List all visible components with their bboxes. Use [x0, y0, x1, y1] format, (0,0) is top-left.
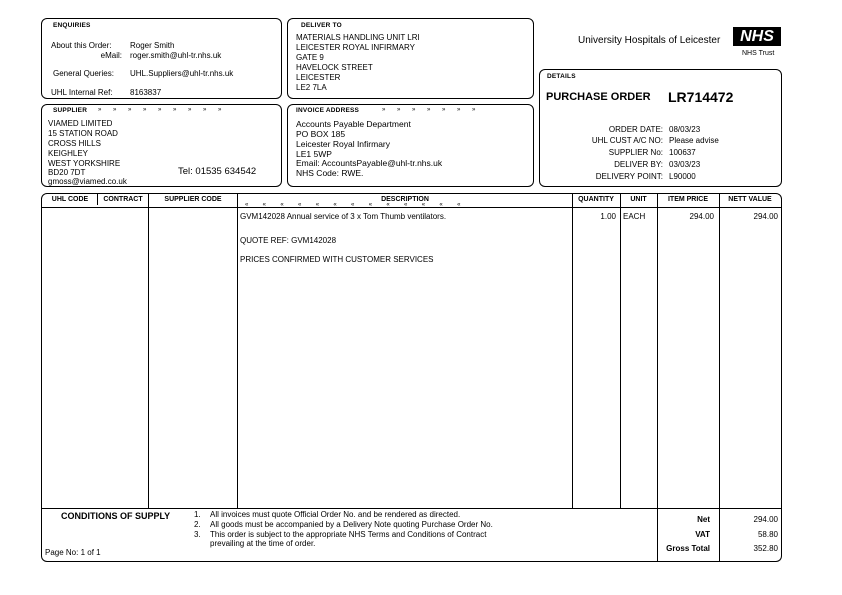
column-divider: [237, 193, 238, 509]
prices-note: PRICES CONFIRMED WITH CUSTOMER SERVICES: [240, 255, 434, 264]
gross-total-label: Gross Total: [666, 544, 710, 553]
invoice-line: Accounts Payable Department: [296, 119, 411, 129]
deliver-line: LEICESTER: [296, 73, 341, 82]
condition-text: This order is subject to the appropriate NHS Terms and Conditions of Contract: [210, 530, 487, 539]
totals-divider: [657, 509, 658, 562]
supplier-no-value: 100637: [669, 148, 696, 157]
order-date-value: 08/03/23: [669, 125, 701, 134]
condition-num: 2.: [194, 520, 201, 529]
trust-name: University Hospitals of Leicester: [578, 35, 721, 46]
conditions-heading: CONDITIONS OF SUPPLY: [61, 511, 171, 521]
supplier-tel: Tel: 01535 634542: [178, 166, 257, 177]
column-divider: [657, 193, 658, 509]
vat-value: 58.80: [757, 530, 778, 539]
column-divider: [148, 193, 149, 509]
deliver-by-value: 03/03/23: [669, 160, 701, 169]
deliver-line: HAVELOCK STREET: [296, 63, 373, 72]
column-divider: [719, 193, 720, 509]
email-label: eMail:: [100, 51, 122, 60]
invoice-line: NHS Code: RWE.: [296, 168, 364, 178]
general-label: General Queries:: [53, 69, 114, 78]
condition-num: 1.: [194, 510, 201, 519]
row-unit: EACH: [623, 212, 646, 221]
supplier-no-label: SUPPLIER No:: [608, 148, 663, 157]
row-nett-value: 294.00: [753, 212, 778, 221]
col-item-price: ITEM PRICE: [667, 196, 709, 203]
deliver-to-heading: DELIVER TO: [301, 22, 342, 29]
col-supplier-code: SUPPLIER CODE: [164, 196, 222, 203]
line-items-table: [41, 193, 782, 509]
deliver-line: LE2 7LA: [296, 83, 327, 92]
delivery-point-value: L90000: [669, 172, 696, 181]
col-quantity: QUANTITY: [578, 196, 614, 203]
col-uhl-code: UHL CODE: [51, 196, 89, 203]
column-divider: [620, 193, 621, 509]
deliver-line: GATE 9: [296, 53, 324, 62]
supplier-email: gmoss@viamed.co.uk: [48, 177, 127, 186]
invoice-line: LE1 5WP: [296, 149, 332, 159]
po-label: PURCHASE ORDER: [546, 91, 651, 103]
supplier-header-marks: » » » » » » » » »: [98, 107, 223, 113]
ref-label: UHL Internal Ref:: [51, 88, 113, 97]
invoice-line: Email: AccountsPayable@uhl-tr.nhs.uk: [296, 158, 443, 168]
supplier-line: VIAMED LIMITED: [48, 119, 113, 128]
quote-ref-note: QUOTE REF: GVM142028: [240, 236, 337, 245]
nhs-logo: NHS: [733, 27, 781, 46]
supplier-line: WEST YORKSHIRE: [48, 159, 121, 168]
trust-subtitle: NHS Trust: [742, 50, 775, 57]
net-label: Net: [697, 515, 710, 524]
enquiries-heading: ENQUIRIES: [53, 22, 91, 29]
gross-total-value: 352.80: [753, 544, 778, 553]
col-unit: UNIT: [630, 196, 647, 203]
invoice-line: PO BOX 185: [296, 129, 346, 139]
supplier-line: BD20 7DT: [48, 168, 86, 177]
cust-label: UHL CUST A/C NO:: [591, 136, 663, 145]
cust-value: Please advise: [669, 136, 719, 145]
condition-num: 3.: [194, 530, 201, 539]
condition-text: All invoices must quote Official Order No. and be rendered as directed.: [210, 510, 461, 519]
details-heading: DETAILS: [547, 73, 576, 80]
col-nett-value: NETT VALUE: [728, 196, 772, 203]
col-contract: CONTRACT: [103, 196, 143, 203]
row-quantity: 1.00: [600, 212, 616, 221]
condition-text: All goods must be accompanied by a Delivery Note quoting Purchase Order No.: [210, 520, 493, 529]
condition-text: prevailing at the time of order.: [210, 539, 316, 548]
email-value: roger.smith@uhl-tr.nhs.uk: [130, 51, 222, 60]
about-label: About this Order:: [51, 41, 112, 50]
invoice-header-marks: » » » » » » »: [382, 107, 477, 113]
row-description: GVM142028 Annual service of 3 x Tom Thumb ventilators.: [240, 212, 447, 221]
column-divider: [572, 193, 573, 509]
delivery-point-label: DELIVERY POINT:: [595, 172, 663, 181]
ref-value: 8163837: [130, 88, 162, 97]
supplier-line: KEIGHLEY: [48, 149, 89, 158]
totals-divider: [719, 509, 720, 562]
deliver-line: LEICESTER ROYAL INFIRMARY: [296, 43, 415, 52]
page-number: Page No: 1 of 1: [45, 548, 101, 557]
row-item-price: 294.00: [689, 212, 714, 221]
col-description: DESCRIPTION: [381, 196, 429, 203]
net-value: 294.00: [753, 515, 778, 524]
deliver-by-label: DELIVER BY:: [614, 160, 663, 169]
vat-label: VAT: [695, 530, 710, 539]
po-number: LR714472: [668, 89, 734, 105]
header-marks: « « « « « « « « « « « « «: [245, 202, 462, 208]
supplier-heading: SUPPLIER: [53, 107, 88, 114]
supplier-line: 15 STATION ROAD: [48, 129, 118, 138]
about-value: Roger Smith: [130, 41, 175, 50]
invoice-line: Leicester Royal Infirmary: [296, 139, 391, 149]
supplier-line: CROSS HILLS: [48, 139, 101, 148]
general-value: UHL.Suppliers@uhl-tr.nhs.uk: [130, 69, 234, 78]
invoice-heading: INVOICE ADDRESS: [296, 107, 360, 114]
order-date-label: ORDER DATE:: [608, 125, 663, 134]
deliver-line: MATERIALS HANDLING UNIT LRI: [296, 33, 420, 42]
